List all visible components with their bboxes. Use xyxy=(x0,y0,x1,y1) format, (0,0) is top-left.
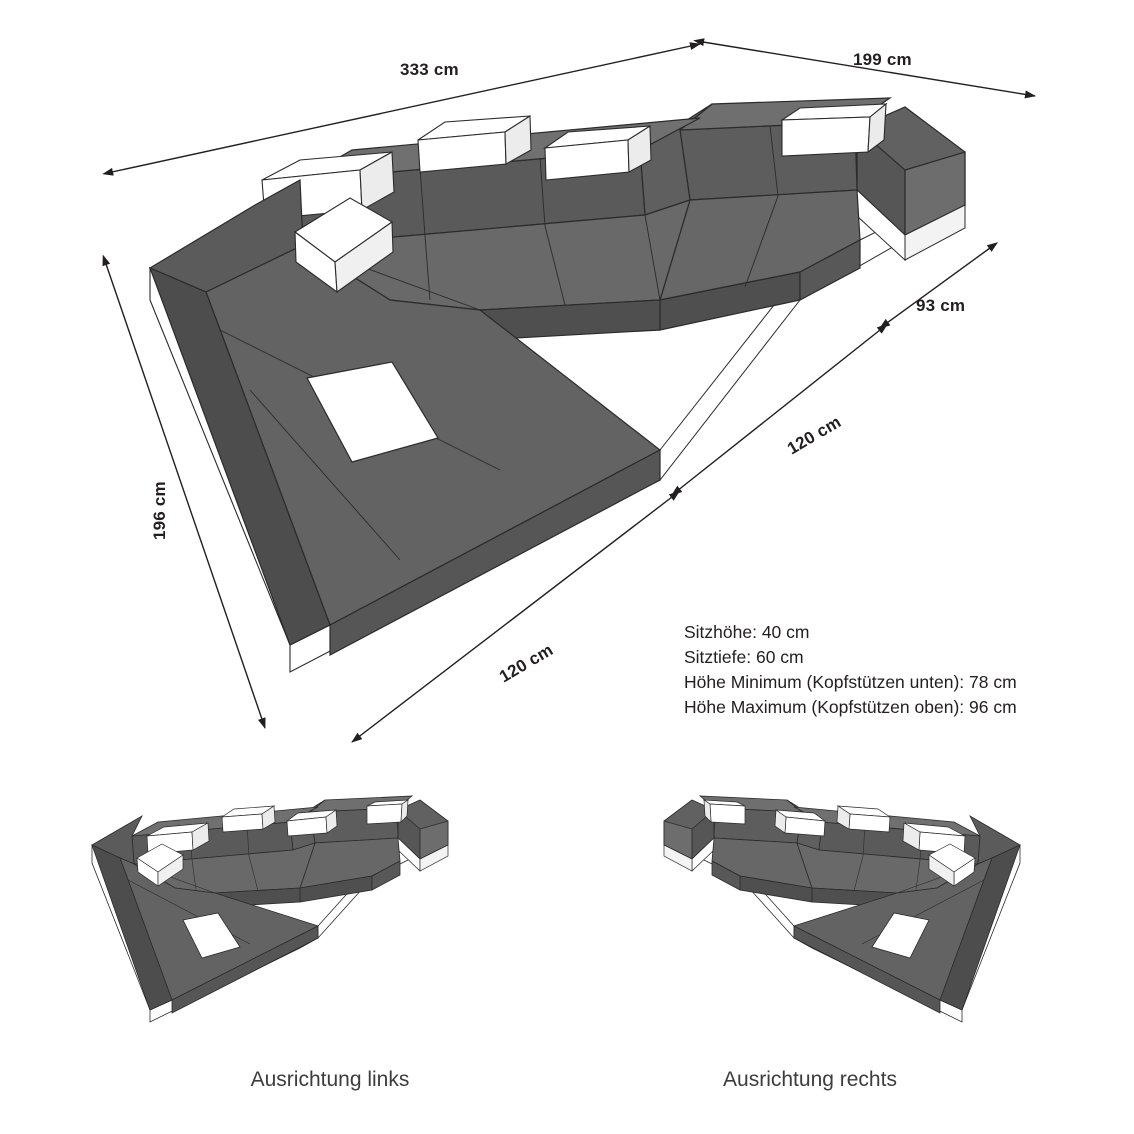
dimension-label-93: 93 cm xyxy=(916,296,966,315)
dimension-label-196: 196 cm xyxy=(150,481,169,540)
spec-height-max: Höhe Maximum (Kopfstützen oben): 96 cm xyxy=(684,697,1017,717)
dimension-label-199: 199 cm xyxy=(853,50,912,69)
variant-left-illustration xyxy=(92,796,448,1022)
dimension-label-120-bottom: 120 cm xyxy=(496,640,557,687)
dimension-label-120-right: 120 cm xyxy=(784,412,845,459)
spec-height-min: Höhe Minimum (Kopfstützen unten): 78 cm xyxy=(684,672,1017,692)
variant-caption-left: Ausrichtung links xyxy=(250,1068,410,1091)
spec-seat-depth: Sitztiefe: 60 cm xyxy=(684,647,804,667)
dimension-label-333: 333 cm xyxy=(400,60,459,79)
variant-caption-right: Ausrichtung rechts xyxy=(723,1068,897,1091)
dimension-line-93 xyxy=(880,248,990,328)
main-sofa-illustration xyxy=(150,98,965,672)
specification-list xyxy=(684,620,1017,720)
spec-seat-height: Sitzhöhe: 40 cm xyxy=(684,622,810,642)
sofa-right-seats xyxy=(660,98,890,330)
variant-right-illustration xyxy=(664,796,1020,1022)
